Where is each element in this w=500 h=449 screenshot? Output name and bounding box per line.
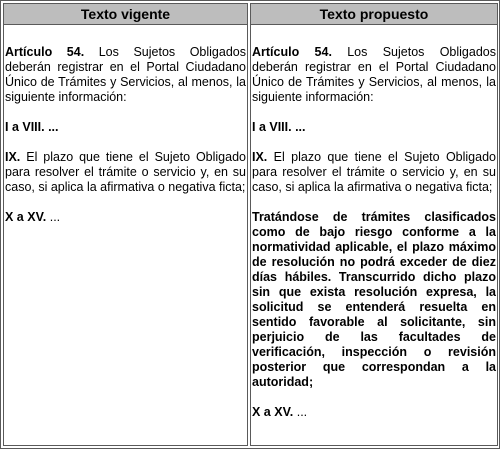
proposed-items-i-viii: I a VIII. ... [252, 120, 306, 134]
proposed-ix-text: El plazo que tiene el Sujeto Obligado para resolver el trámite o servicio y, en su caso, si aplica la afirmativa o negativa ficta; [252, 150, 496, 194]
proposed-ix-label: IX. [252, 150, 268, 164]
proposed-article-label: Artículo 54. [252, 45, 332, 59]
proposed-items-x-xv [252, 405, 496, 420]
current-text-column [3, 3, 248, 446]
current-ix-label: IX. [5, 150, 21, 164]
current-article-54 [5, 45, 246, 105]
current-text-body [4, 25, 247, 225]
current-items-i-viii: I a VIII. ... [5, 120, 59, 134]
proposed-xv-label: X a XV. [252, 405, 294, 419]
current-article-label: Artículo 54. [5, 45, 85, 59]
proposed-text-header: Texto propuesto [251, 4, 497, 25]
proposed-fraction-ix [252, 150, 496, 195]
current-xv-label: X a XV. [5, 210, 47, 224]
current-text-header: Texto vigente [4, 4, 247, 25]
proposed-added-paragraph: Tratándose de trámites clasificados como de bajo riesgo conforme a la normatividad aplicable, el plazo máximo de resolución no podrá exceder de diez días hábiles. Transcurrido dicho plazo sin que exista resolución expresa, la solicitud se entenderá resuelta en sentido favorable al solicitante, sin perjuicio de las facultades de verificación, inspección o revisión posterior que correspondan a la autoridad; [252, 210, 496, 389]
current-fraction-ix [5, 150, 246, 195]
proposed-text-column [250, 3, 498, 446]
current-xv-text: ... [46, 210, 61, 224]
proposed-xv-text: ... [293, 405, 308, 419]
proposed-text-body [251, 25, 497, 420]
proposed-article-54 [252, 45, 496, 105]
current-ix-text: El plazo que tiene el Sujeto Obligado para resolver el trámite o servicio y, en su caso, si aplica la afirmativa o negativa ficta; [5, 150, 246, 194]
proposed-article-text: Los Sujetos Obligados deberán registrar en el Portal Ciudadano Único de Trámites y Servicios, al menos, la siguiente información: [252, 45, 496, 104]
current-article-text: Los Sujetos Obligados deberán registrar en el Portal Ciudadano Único de Trámites y Servicios, al menos, la siguiente información: [5, 45, 246, 104]
current-items-x-xv [5, 210, 246, 225]
